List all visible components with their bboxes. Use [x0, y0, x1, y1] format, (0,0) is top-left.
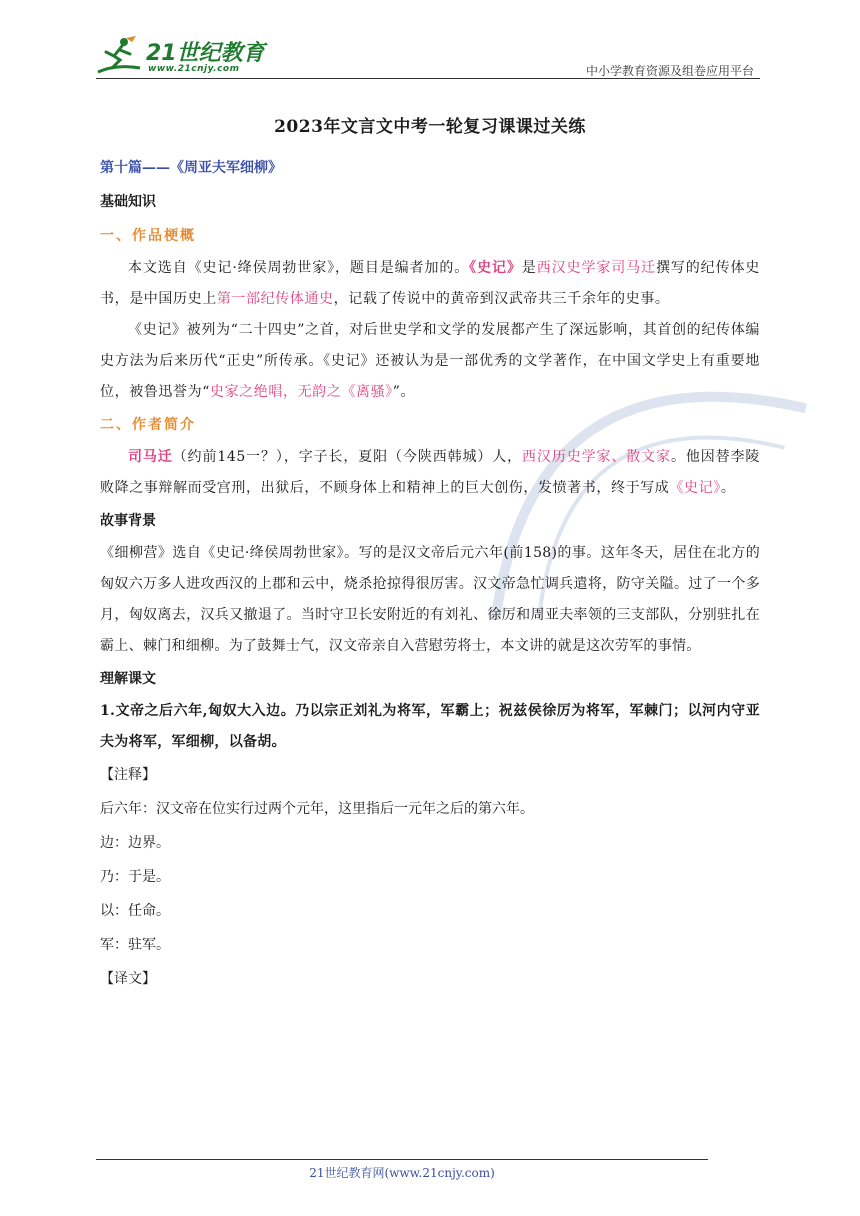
text-run: （约前145一？），字子长，夏阳（今陕西韩城）人， — [172, 449, 523, 465]
text-run: 《史记》被列为“二十四史”之首，对后世史学和文学的发展都产生了深远影响，其首创的纪传体编史方法为后来历代“正史”所传承。《史记》还被认为是一部优秀的文学著作，在中国文学史上有重要地位，被鲁迅誉为“ — [100, 322, 760, 400]
text-run: 本文选自《史记·绛侯周勃世家》，题目是编者加的。 — [128, 260, 470, 276]
text-run: 。 — [720, 480, 736, 496]
background-paragraph: 《细柳营》选自《史记·绛侯周勃世家》。写的是汉文帝后元六年(前158)的事。这年冬天，居住在北方的匈奴六万多人进攻西汉的上郡和云中，烧杀抢掠得很厉害。汉文帝急忙调兵遣将，防守关隘。过了一个多月，匈奴离去，汉兵又撤退了。当时守卫长安附近的有刘礼、徐厉和周亚夫率领的三支部队，分别驻扎在霸上、棘门和细柳。为了鼓舞士气，汉文帝亲自入营慰劳将士，本文讲的就是这次劳军的事情。 — [100, 545, 760, 654]
section-basic-knowledge: 基础知识 — [100, 194, 156, 210]
chapter-title: 第十篇——《周亚夫军细柳》 — [100, 160, 282, 176]
note-item: 乃：于是。 — [100, 869, 170, 885]
page-footer: 21世纪教育网(www.21cnjy.com) — [309, 1166, 495, 1180]
logo-text: 21世纪教育 — [146, 41, 265, 66]
header-divider — [96, 78, 760, 79]
translation-label: 【译文】 — [100, 971, 156, 987]
note-item: 后六年：汉文帝在位实行过两个元年，这里指后一元年之后的第六年。 — [100, 801, 534, 817]
document-body — [100, 100, 760, 996]
runner-logo-icon — [96, 34, 142, 78]
text-run: 撰写的纪传体史书，是中国历史上 — [100, 260, 760, 307]
text-run: 。他因替李陵败降之事辩解而受宫刑，出狱后，不顾身体上和精神上的巨大创伤，发愤著书，终于写成 — [100, 449, 760, 496]
platform-name: 中小学教育资源及组卷应用平台 — [585, 64, 754, 78]
note-item: 边：边界。 — [100, 835, 170, 851]
highlight-shiji-book: 《史记》 — [669, 480, 721, 496]
note-item: 以：任命。 — [100, 903, 170, 919]
note-item: 军：驻军。 — [100, 937, 170, 953]
section-background: 故事背景 — [100, 513, 156, 529]
section-work-summary: 一、作品梗概 — [100, 228, 196, 244]
work-summary-paragraph-1 — [100, 253, 760, 315]
logo-url: www.21cnjy.com — [148, 64, 240, 74]
work-summary-paragraph-2 — [100, 315, 760, 408]
notes-label: 【注释】 — [100, 767, 156, 783]
passage-1: 1.文帝之后六年,匈奴大入边。乃以宗正刘礼为将军，军霸上；祝兹侯徐厉为将军，军棘门；以河内守亚夫为将军，军细柳，以备胡。 — [100, 703, 760, 750]
highlight-author-title: 西汉历史学家、散文家 — [522, 449, 671, 465]
text-run: ，记载了传说中的黄帝到汉武帝共三千余年的史事。 — [333, 291, 670, 307]
text-run: ”。 — [392, 384, 416, 400]
section-author-intro: 二、作者简介 — [100, 417, 196, 433]
highlight-shiji: 《史记》 — [469, 260, 522, 276]
page-title: 2023年文言文中考一轮复习课课过关练 — [274, 117, 586, 137]
footer-divider — [96, 1159, 708, 1160]
highlight-first-history: 第一部纪传体通史 — [216, 291, 334, 307]
page-header — [96, 28, 760, 80]
text-run: 是 — [521, 260, 537, 276]
highlight-luxun-quote: 史家之绝唱，无韵之《离骚》 — [209, 384, 393, 400]
highlight-author-name: 司马迁 — [128, 449, 173, 465]
highlight-author: 西汉史学家司马迁 — [536, 260, 656, 276]
logo — [96, 34, 266, 78]
section-understand-text: 理解课文 — [100, 671, 156, 687]
author-intro-paragraph — [100, 442, 760, 504]
